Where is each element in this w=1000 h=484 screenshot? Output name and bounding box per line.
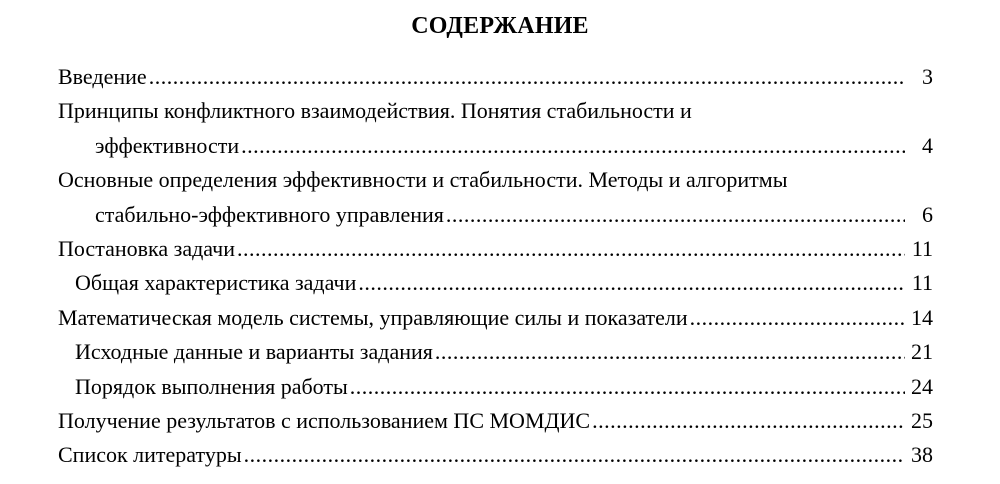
toc-entry-definitions-line1[interactable]	[58, 163, 933, 197]
toc-page-number: 3	[922, 64, 933, 89]
page-title: СОДЕРЖАНИЕ	[411, 13, 589, 39]
toc-entry-general-characteristics[interactable]	[58, 266, 933, 300]
toc-page-number: 11	[911, 270, 933, 296]
dot-leader	[446, 198, 905, 232]
toc-entry-references[interactable]	[58, 438, 933, 472]
toc-entry-label: Список литературы	[58, 442, 242, 468]
toc-entry-label-continued: стабильно-эффективного управления	[95, 201, 444, 227]
toc-page-number: 24	[911, 373, 933, 399]
toc-entry-label: Получение результатов с использованием ПС МОМДИС	[58, 407, 591, 433]
dot-leader	[149, 60, 905, 94]
dot-leader	[241, 129, 905, 163]
toc-entry-definitions-line2[interactable]	[58, 198, 933, 232]
toc-entry-label: Исходные данные и варианты задания	[75, 339, 433, 365]
toc-page-number: 4	[922, 132, 933, 158]
toc-page-number: 14	[911, 304, 933, 330]
toc-entry-work-procedure[interactable]	[58, 370, 933, 404]
toc-entry-label: Порядок выполнения работы	[75, 373, 348, 399]
toc-page-number: 25	[911, 407, 933, 433]
toc-page-number: 6	[922, 201, 933, 227]
toc-entry-principles-line1[interactable]	[58, 94, 933, 128]
toc-page-number: 21	[911, 339, 933, 365]
toc-entry-principles-line2[interactable]	[58, 129, 933, 163]
dot-leader	[237, 232, 905, 266]
dot-leader	[435, 335, 905, 369]
dot-leader	[244, 438, 905, 472]
toc-entry-label: Постановка задачи	[58, 235, 235, 261]
toc-entry-introduction[interactable]	[58, 60, 933, 94]
table-of-contents	[58, 60, 933, 473]
dot-leader	[350, 370, 905, 404]
dot-leader	[592, 404, 905, 438]
toc-entry-label: Общая характеристика задачи	[75, 270, 357, 296]
toc-entry-label: Основные определения эффективности и стабильности. Методы и алгоритмы	[58, 167, 788, 193]
toc-page-number: 11	[911, 235, 933, 261]
toc-entry-input-data[interactable]	[58, 335, 933, 369]
toc-page-number: 38	[911, 442, 933, 468]
dot-leader	[690, 301, 905, 335]
toc-entry-label: Введение	[58, 64, 147, 89]
toc-entry-math-model[interactable]	[58, 301, 933, 335]
toc-entry-label-continued: эффективности	[95, 132, 240, 158]
toc-entry-results-momdis[interactable]	[58, 404, 933, 438]
toc-entry-problem-statement[interactable]	[58, 232, 933, 266]
toc-entry-label: Математическая модель системы, управляющие силы и показатели	[58, 304, 688, 330]
dot-leader	[358, 266, 905, 300]
toc-entry-label: Принципы конфликтного взаимодействия. Понятия стабильности и	[58, 98, 692, 124]
